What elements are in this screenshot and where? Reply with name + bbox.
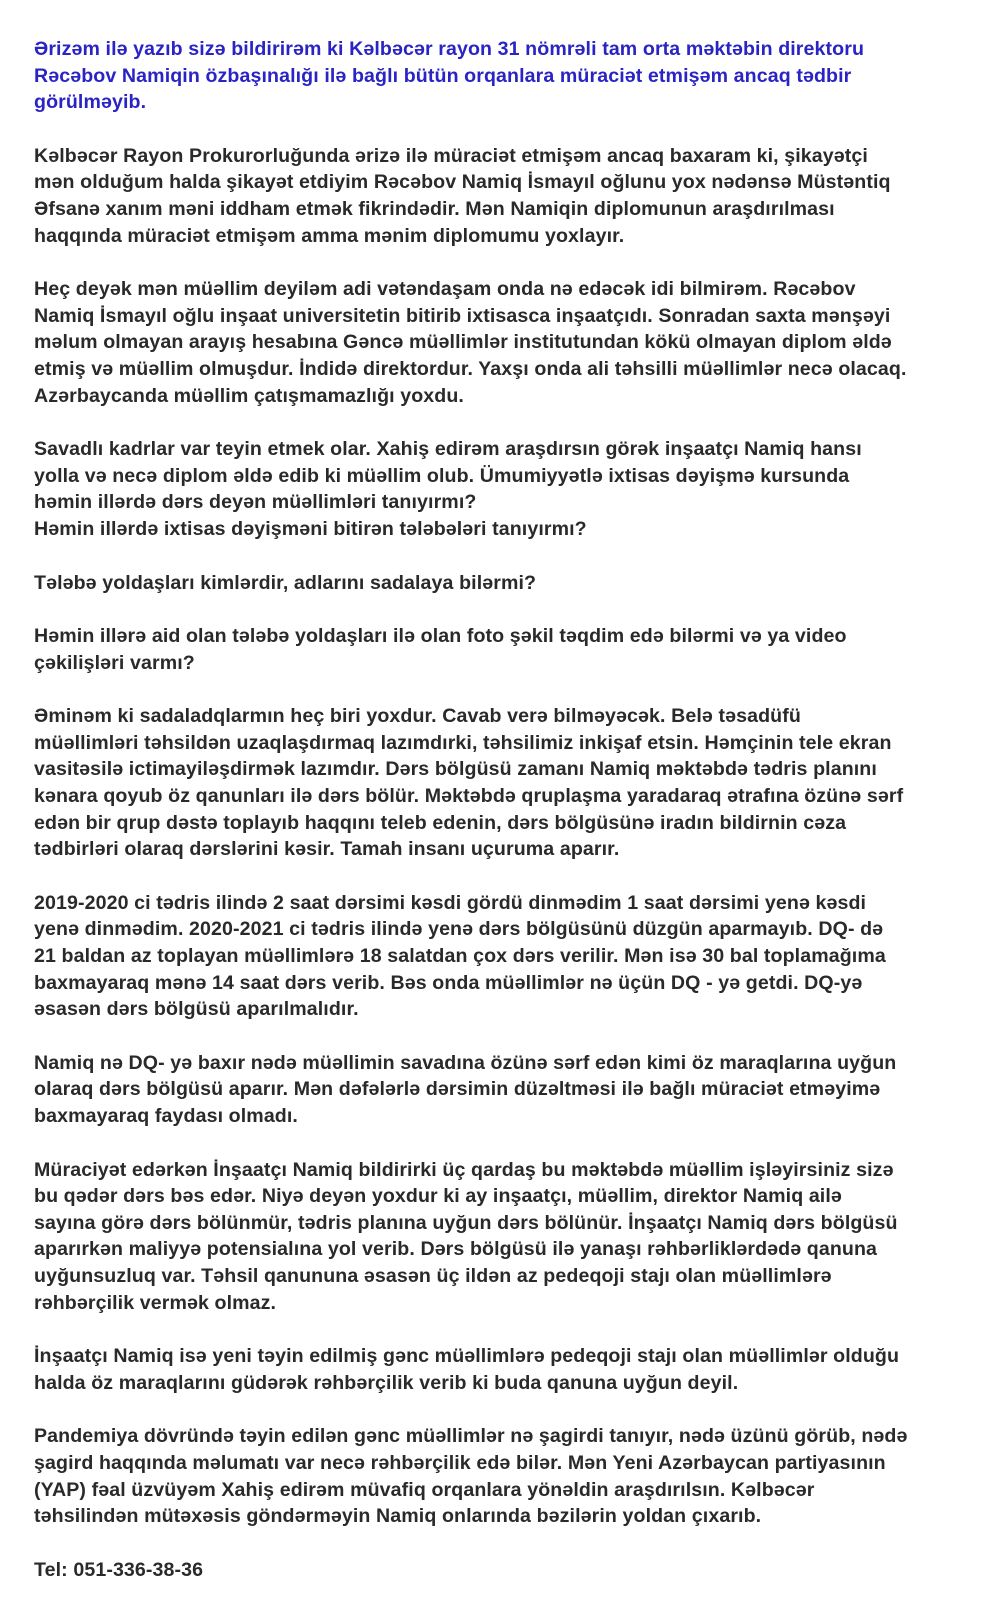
paragraph-leadership: İnşaatçı Namiq isə yeni təyin edilmiş gənc müəllimlərə pedeqoji stajı olan müəllimlər olduğu halda öz maraqlarını güdərək rəhbərçilik verib ki buda qanuna uyğun deyil. — [34, 1345, 900, 1394]
paragraph-dq: Namiq nə DQ- yə baxır nədə müəllimin savadına özünə sərf edən kimi öz maraqlarına uyğun olaraq dərs bölgüsü aparır. Mən dəfələrlə dərsimin düzəltməsi ilə bağlı müraciət etməyimə baxmayaraq faydası olmadı. — [34, 1051, 897, 1127]
phone-number: Tel: 051-336-38-36 — [34, 1558, 204, 1581]
paragraph-pandemic: Pandemiya dövründə təyin edilən gənc müəllimlər nə şagirdi tanıyır, nədə üzünü görüb, nədə şagird haqqında məlumatı var necə rəhbərçilik edə bilər. Mən Yeni Azərbaycan partiyasının (YAP) fəal üzvüyəm Xahiş edirəm müvafiq orqanlara yönəldin araşdırılsın. Kəlbəcər təhsilindən mütəxəsis göndərməyin Namiq onlarında bəzilərin yoldan çıxarıb. — [34, 1425, 908, 1528]
paragraph-photos: Həmin illərə aid olan tələbə yoldaşları ilə olan foto şəkil təqdim edə bilərmi və ya video çəkilişləri varmı? — [34, 625, 847, 674]
paragraph-brothers: Müraciyət edərkən İnşaatçı Namiq bildirirki üç qardaş bu məktəbdə müəllim işləyirsiniz sizə bu qədər dərs bəs edər. Niyə deyən yoxdur ki ay inşaatçı, müəllim, direktor Namiq ailə sayına görə dərs bölünmür, tədris planına uyğun dərs bölünür. İnşaatçı Namiq dərs bölgüsü aparırkən maliyyə potensialına yol verib. Dərs bölgüsü ilə yanaşı rəhbərliklərdədə qanuna uyğunsuzluq var. Təhsil qanununa əsasən üç ildən az pedeqoji stajı olan müəllimlərə rəhbərçilik vermək olmaz. — [34, 1158, 898, 1314]
paragraph-diploma: Heç deyək mən müəllim deyiləm adi vətəndaşam onda nə edəcək idi bilmirəm. Rəcəbov Namiq İsmayıl oğlu inşaat universitetin bitirib ixtisasca inşaatçıdı. Sonradan saxta mənşəyi məlum olmayan arayış hesabına Gəncə müəllimlər institutundan kökü olmayan diplom əldə etmiş və müəllim olmuşdur. İndidə direktordur. Yaxşı onda ali təhsilli müəllimlər necə olacaq. Azərbaycanda müəllim çatışmamazlığı yoxdu. — [34, 278, 907, 407]
paragraph-certainty: Əminəm ki sadaladqlarmın heç biri yoxdur. Cavab verə bilməyəcək. Belə təsadüfü müəllimləri təhsildən uzaqlaşdırmaq lazımdırki, təhsilimiz inkişaf etsin. Həmçinin tele ekran vasitəsilə ictimayiləşdirmək lazımdır. Dərs bölgüsü zamanı Namiq məktəbdə tədris planını kənara qoyub öz qanunları ilə dərs bölür. Məktəbdə qruplaşma yaradaraq ətrafına özünə sərf edən bir qrup dəstə toplayıb haqqını teleb edenin, dərs bölgüsünə iradın bildirnin cəza tədbirləri olaraq dərslərini kəsir. Tamah insanı uçuruma aparır. — [34, 705, 904, 861]
intro-paragraph: Ərizəm ilə yazıb sizə bildirirəm ki Kəlbəcər rayon 31 nömrəli tam orta məktəbin direktoru Rəcəbov Namiqin özbaşınalığı ilə bağlı bütün orqanlara müraciət etmişəm ancaq tədbir görülməyib. — [34, 38, 865, 114]
paragraph-classmates: Tələbə yoldaşları kimlərdir, adlarını sadalaya bilərmi? — [34, 571, 537, 594]
paragraph-school-years: 2019-2020 ci tədris ilində 2 saat dərsimi kəsdi gördü dinmədim 1 saat dərsimi yenə kəsdi yenə dinmədim. 2020-2021 ci tədris ilində yenə dərs bölgüsünü düzgün aparmayıb. DQ- də 21 baldan az toplayan müəllimlərə 18 salatdan çox dərs verilir. Mən isə 30 bal toplamağıma baxmayaraq mənə 14 saat dərs verib. Bəs onda müəllimlər nə üçün DQ - yə getdi. DQ-yə əsasən dərs bölgüsü aparılmalıdır. — [34, 891, 886, 1021]
paragraph-questions: Savadlı kadrlar var teyin etmek olar. Xahiş edirəm araşdırsın görək inşaatçı Namiq hansı yolla və necə diplom əldə edib ki müəllim olub. Ümumiyyətlə ixtisas dəyişmə kursunda həmin illərdə dərs deyən müəllimləri tanıyırmı? Həmin illərdə ixtisas dəyişməni bitirən tələbələri tanıyırmı? — [34, 438, 862, 540]
paragraph-prosecutor: Kəlbəcər Rayon Prokurorluğunda ərizə ilə müraciət etmişəm ancaq baxaram ki, şikayətçi mən olduğum halda şikayət etdiyim Rəcəbov Namiq İsmayıl oğlunu yox nədənsə Müstəntiq Əfsanə xanım məni iddham etmək fikrindədir. Mən Namiqin diplomunun araşdırılması haqqında müraciət etmişəm amma mənim diplomumu yoxlayır. — [34, 144, 891, 247]
